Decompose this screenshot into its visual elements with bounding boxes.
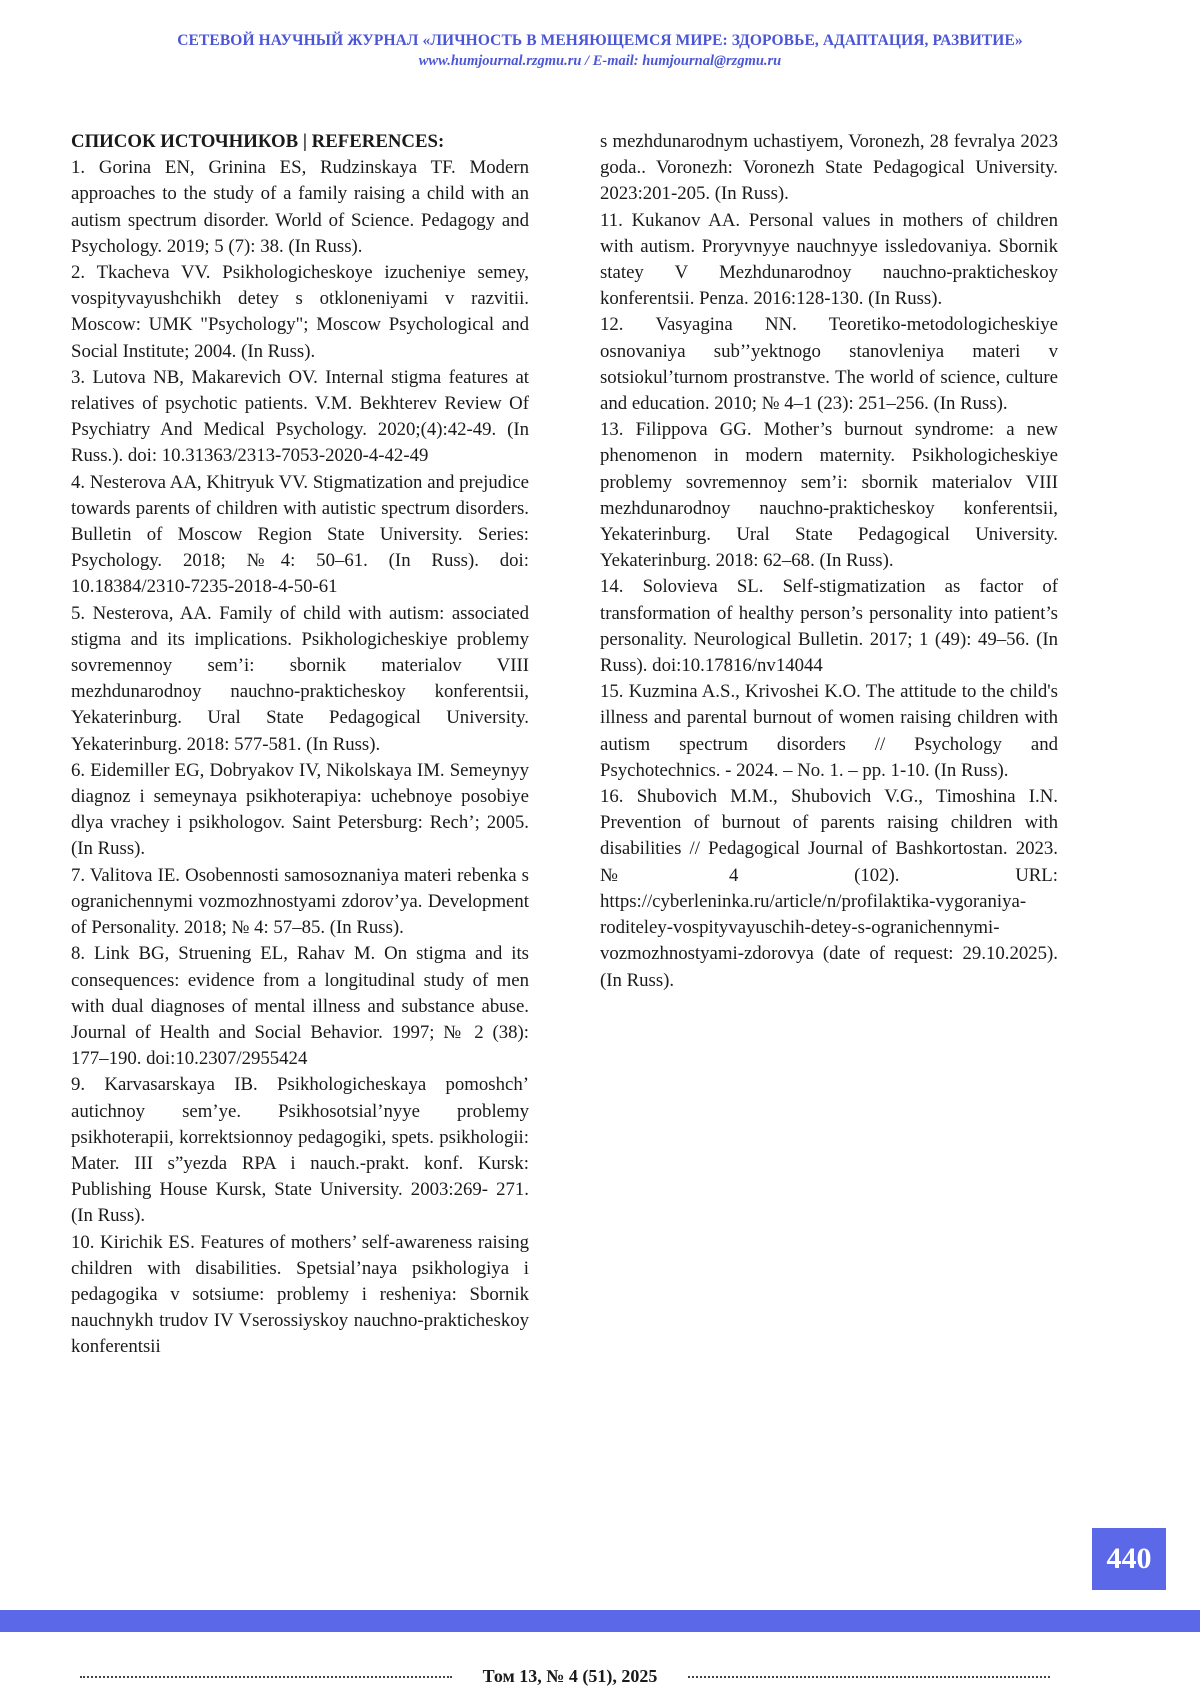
reference-item: 7. Valitova IE. Osobennosti samosoznaniya materi rebenka s ogranichennymi vozmozhnostyami zdorov’ya. Development of Personality. 2018; № 4: 57–85. (In Russ). (71, 864, 529, 939)
reference-item: 15. Kuzmina A.S., Krivoshei K.O. The attitude to the child's illness and parental burnout of women raising children with autism spectrum disorders // Psychology and Psychotechnics. - 2024. – No. 1. – pp. 1-10. (In Russ). (600, 681, 1058, 781)
reference-item: 8. Link BG, Struening EL, Rahav M. On stigma and its consequences: evidence from a longitudinal study of men with dual diagnoses of mental illness and substance abuse. Journal of Health and Social Behavior. 1997; № 2 (38): 177–190. doi:10.2307/2955424 (71, 943, 529, 1070)
reference-item: 4. Nesterova AA, Khitryuk VV. Stigmatization and prejudice towards parents of children with autistic spectrum disorders. Bulletin of Moscow Region State University. Series: Psychology. 2018; №4: 50–61. (In Russ). doi: 10.18384/2310-7235-2018-4-50-61 (71, 471, 529, 598)
reference-item: 13. Filippova GG. Mother’s burnout syndrome: a new phenomenon in modern maternity. Psikhologicheskiye problemy sovremennoy sem’i: sbornik materialov VIII mezhdunarodnoy nauchno-prakticheskoy konferentsii, Yekaterinburg. Ural State Pedagogical University. Yekaterinburg. 2018: 62–68. (In Russ). (600, 419, 1058, 572)
reference-item-continued: 10. Kirichik ES. Features of mothers’ self-awareness raising children with disabilities. Spetsial’naya psikhologiya i pedagogika v sotsiume: problemy i resheniya: Sbornik nauchnykh trudov IV Vserossiyskoy nauchno-prakticheskoy konferentsii (71, 1231, 529, 1358)
references-column-right (600, 129, 1058, 994)
reference-item: 5. Nesterova, AA. Family of child with autism: associated stigma and its implications. Psikhologicheskiye problemy sovremennoy sem’i: sbornik materialov VIII mezhdunarodnoy nauchno-prakticheskoy konferentsii, Yekaterinburg. Ural State Pedagogical University. Yekaterinburg. 2018: 577-581. (In Russ). (71, 602, 529, 755)
reference-item: 3. Lutova NB, Makarevich OV. Internal stigma features at relatives of psychotic patients. V.M. Bekhterev Review Of Psychiatry And Medical Psychology. 2020;(4):42-49. (In Russ.). doi: 10.31363/2313-7053-2020-4-42-49 (71, 366, 529, 467)
footer-issue-info: Том 13, № 4 (51), 2025 (482, 1666, 658, 1686)
reference-item: 9. Karvasarskaya IB. Psikhologicheskaya pomoshch’ autichnoy sem’ye. Psikhosotsial’nyye problemy psikhoterapii, korrektsionnoy pedagogiki, spets. psikhologii: Mater. III s”yezda RPA i nauch.-prakt. konf. Kursk: Publishing House Kursk, State University. 2003:269- 271. (In Russ). (71, 1074, 529, 1227)
reference-item: 11. Kukanov AA. Personal values in mothers of children with autism. Proryvnyye nauchnyye issledovaniya. Sbornik statey V Mezhdunarodnoy nauchno-prakticheskoy konferentsii. Penza. 2016:128-130. (In Russ). (600, 209, 1058, 310)
journal-contacts: www.humjournal.rzgmu.ru / E-mail: humjournal@rzgmu.ru (418, 53, 782, 69)
reference-item: 2. Tkacheva VV. Psikhologicheskoye izucheniye semey, vospityvayushchikh detey s otkloneniyami v razvitii. Moscow: UMK "Psychology"; Moscow Psychological and Social Institute; 2004. (In Russ). (71, 262, 529, 362)
reference-item: 14. Solovieva SL. Self-stigmatization as factor of transformation of healthy person’s personality into patient’s personality. Neurological Bulletin. 2017; 1 (49): 49–56. (In Russ). doi:10.17816/nv14044 (600, 576, 1058, 677)
page-accent-bar (0, 1610, 1200, 1632)
reference-item: 16. Shubovich M.M., Shubovich V.G., Timoshina I.N. Prevention of burnout of parents raising children with disabilities // Pedagogical Journal of Bashkortostan. 2023. №4 (102). URL: https://cyberleninka.ru/article/n/profilaktika-vygoraniya-roditeley-vospityvayuschih-detey-s-ogranichennymi-vozmozhnostyami-zdorovya (date of request: 29.10.2025). (In Russ). (600, 786, 1058, 991)
reference-item-continuation: s mezhdunarodnym uchastiyem, Voronezh, 28 fevralya 2023 goda.. Voronezh: Voronezh State Pedagogical University. 2023:201-205. (In Russ). (600, 131, 1058, 205)
journal-header (0, 32, 1200, 70)
reference-item: 1. Gorina EN, Grinina ES, Rudzinskaya TF. Modern approaches to the study of a family raising a child with an autism spectrum disorder. World of Science. Pedagogy and Psychology. 2019; 5 (7): 38. (In Russ). (71, 157, 529, 257)
references-heading: СПИСОК ИСТОЧНИКОВ | REFERENCES: (71, 131, 445, 152)
page-footer (0, 1666, 1200, 1696)
reference-item: 12. Vasyagina NN. Teoretiko-metodologicheskiye osnovaniya sub’’yektnogo stanovleniya materi v sotsiokul’turnom prostranstve. The world of science, culture and education. 2010; № 4–1 (23): 251–256. (In Russ). (600, 314, 1058, 415)
page-number-badge: 440 (1092, 1528, 1166, 1590)
footer-dotted-rule-left (80, 1676, 452, 1678)
footer-dotted-rule-right (688, 1676, 1050, 1678)
journal-title: СЕТЕВОЙ НАУЧНЫЙ ЖУРНАЛ «ЛИЧНОСТЬ В МЕНЯЮЩЕМСЯ МИРЕ: ЗДОРОВЬЕ, АДАПТАЦИЯ, РАЗВИТИЕ» (177, 32, 1023, 49)
reference-item: 6. Eidemiller EG, Dobryakov IV, Nikolskaya IM. Semeynyy diagnoz i semeynaya psikhoterapiya: uchebnoye posobiye dlya vrachey i psikhologov. Saint Petersburg: Rech’; 2005. (In Russ). (71, 759, 529, 860)
references-column-left (71, 129, 529, 1361)
